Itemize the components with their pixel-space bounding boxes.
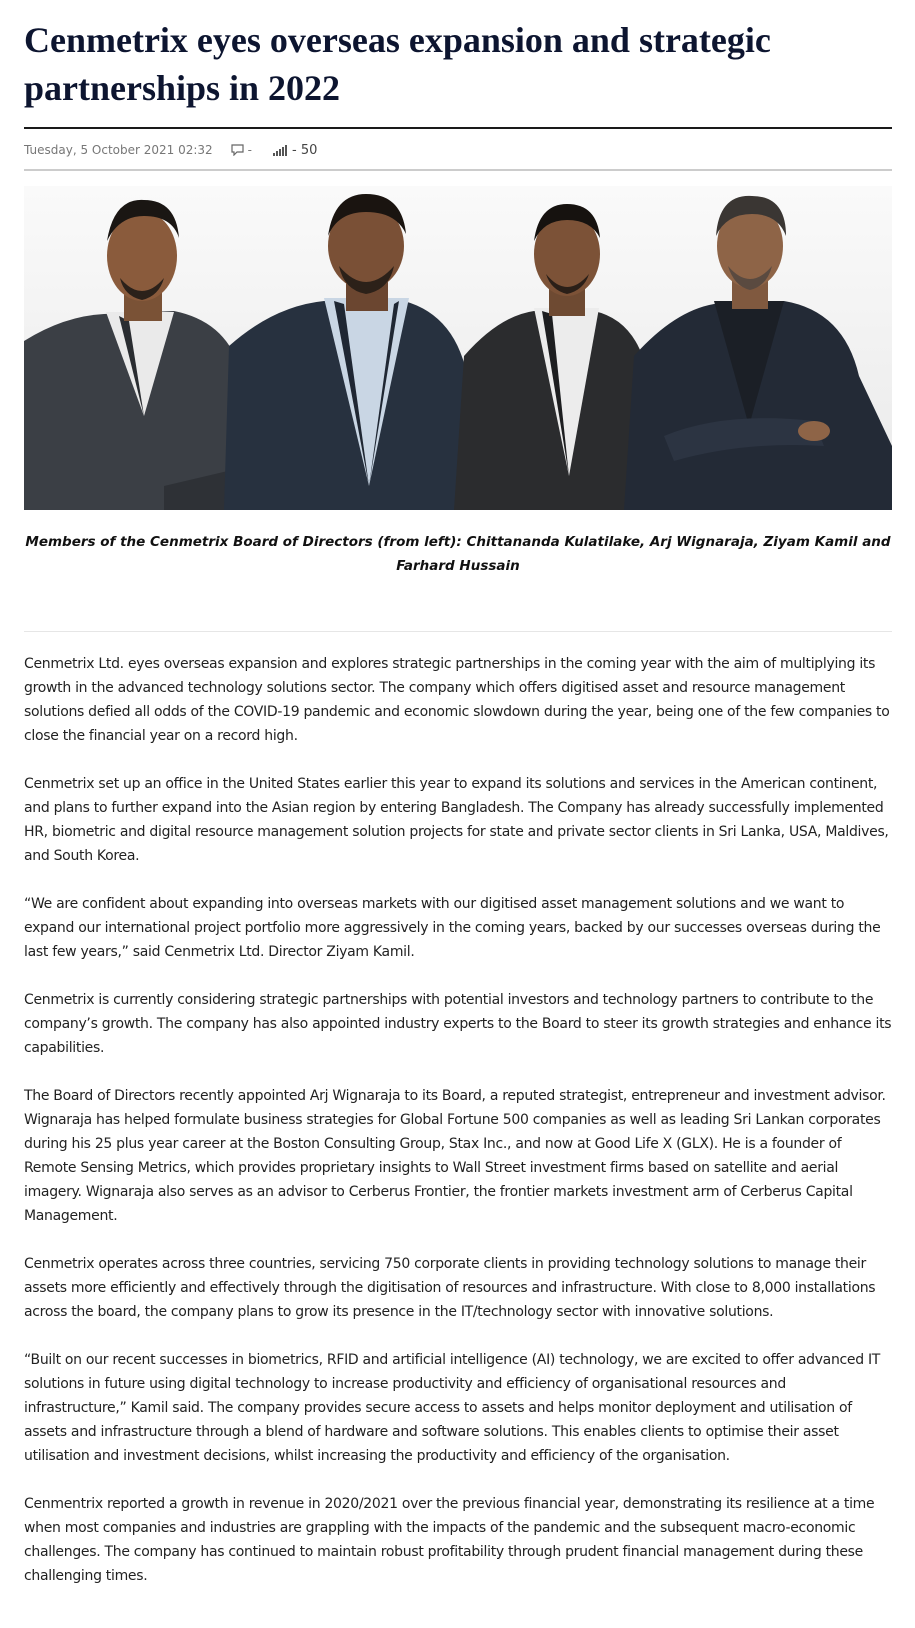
article-paragraph: The Board of Directors recently appointed Arj Wignaraja to its Board, a reputed strategist, entrepreneur and investment advisor. Wignaraja has helped formulate business strategies for Global Fortune 500 companies as well as leading Sri Lankan corporates during his 25 plus year career at the Boston Consulting Group, Stax Inc., and now at Good Life X (GLX). He is a founder of Remote Sensing Metrics, which provides proprietary insights to Wall Street investment firms based on satellite and aerial imagery. Wignaraja also serves as an advisor to Cerberus Frontier, the frontier markets investment arm of Cerberus Capital Management. xyxy=(24,1088,886,1224)
article-paragraph: “Built on our recent successes in biometrics, RFID and artificial intelligence (AI) technology, we are excited to offer advanced IT solutions in future using digital technology to increase productivity and efficiency of organisational resources and infrastructure,” Kamil said. The company provides secure access to assets and helps monitor deployment and utilisation of assets and infrastructure through a blend of hardware and software solutions. This enables clients to optimise their asset utilisation and investment decisions, whilst increasing the productivity and efficiency of the organisation. xyxy=(24,1352,881,1464)
publish-date: Tuesday, 5 October 2021 02:32 xyxy=(24,143,213,157)
article-paragraph: “We are confident about expanding into overseas markets with our digitised asset management solutions and we want to expand our international project portfolio more aggressively in the coming years, backed by our successes overseas during the last few years,” said Cenmetrix Ltd. Director Ziyam Kamil. xyxy=(24,896,881,960)
signal-bars-icon xyxy=(272,144,288,156)
article-body xyxy=(24,652,892,1612)
article-headline: Cenmetrix eyes overseas expansion and strategic partnerships in 2022 xyxy=(24,20,771,108)
board-of-directors-photo xyxy=(24,186,892,510)
article-paragraph: Cenmetrix Ltd. eyes overseas expansion and explores strategic partnerships in the coming year with the aim of multiplying its growth in the advanced technology solutions sector. The company which offers digitised asset and resource management solutions defied all odds of the COVID-19 pandemic and economic slowdown during the year, being one of the few companies to close the financial year on a record high. xyxy=(24,656,890,744)
meta-divider xyxy=(24,169,892,171)
article-paragraph: Cenmetrix set up an office in the United States earlier this year to expand its solutions and services in the American continent, and plans to further expand into the Asian region by entering Bangladesh. The Company has already successfully implemented HR, biometric and digital resource management solution projects for state and private sector clients in Sri Lanka, USA, Maldives, and South Korea. xyxy=(24,776,889,864)
article-paragraph: Cenmentrix reported a growth in revenue in 2020/2021 over the previous financial year, demonstrating its resilience at a time when most companies and industries are grappling with the impacts of the pandemic and the subsequent macro-economic challenges. The company has continued to maintain robust profitability through prudent financial management during these challenging times. xyxy=(24,1496,875,1584)
comment-count[interactable]: - xyxy=(247,143,253,157)
article-paragraph: Cenmetrix operates across three countries, servicing 750 corporate clients in providing technology solutions to manage their assets more efficiently and effectively through the digitisation of resources and infrastructure. With close to 8,000 installations across the board, the company plans to grow its presence in the IT/technology sector with innovative solutions. xyxy=(24,1256,876,1320)
comment-icon[interactable] xyxy=(231,144,244,156)
photo-caption: Members of the Cenmetrix Board of Directors (from left): Chittananda Kulatilake, Arj Wignaraja, Ziyam Kamil and Farhard Hussain xyxy=(25,534,891,574)
article-paragraph: Cenmetrix is currently considering strategic partnerships with potential investors and technology partners to contribute to the company’s growth. The company has also appointed industry experts to the Board to steer its growth strategies and enhance its capabilities. xyxy=(24,992,892,1056)
caption-divider xyxy=(24,631,892,632)
view-count: - 50 xyxy=(292,142,318,158)
article-meta-bar xyxy=(24,139,317,161)
headline-divider xyxy=(24,127,892,129)
